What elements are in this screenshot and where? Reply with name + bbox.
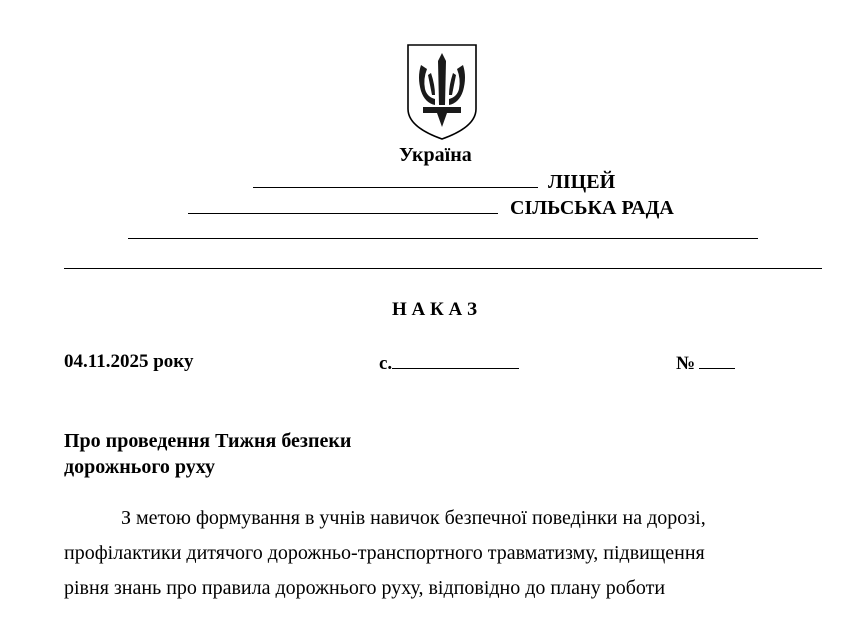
body-line-1: З метою формування в учнів навичок безпечної поведінки на дорозі, <box>121 507 706 529</box>
header-separator <box>64 268 822 269</box>
org-type-label: ЛІЦЕЙ <box>548 171 616 193</box>
number-blank <box>699 351 735 369</box>
place-blank <box>392 351 519 369</box>
org-blank-1 <box>253 170 538 188</box>
subject-line-1: Про проведення Тижня безпеки <box>64 430 352 452</box>
org-blank-3 <box>128 238 758 239</box>
order-number <box>676 351 735 375</box>
order-subject <box>64 428 351 480</box>
subject-line-2: дорожнього руху <box>64 456 216 478</box>
coat-of-arms-icon <box>405 43 479 141</box>
body-paragraph <box>64 501 824 606</box>
body-line-3: рівня знань про правила дорожнього руху, відповідно до плану роботи <box>64 577 666 599</box>
org-line-1 <box>253 170 615 194</box>
order-title: Н А К А З <box>392 299 478 320</box>
country-name: Україна <box>399 144 472 166</box>
order-date: 04.11.2025 року <box>64 351 194 372</box>
council-label: СІЛЬСЬКА РАДА <box>510 197 674 219</box>
number-prefix: № <box>676 353 696 374</box>
org-line-2 <box>188 196 674 220</box>
org-blank-2 <box>188 196 498 214</box>
order-place <box>379 351 519 375</box>
place-prefix: с. <box>379 353 393 374</box>
body-line-2: профілактики дитячого дорожньо-транспортного травматизму, підвищення <box>64 542 705 564</box>
